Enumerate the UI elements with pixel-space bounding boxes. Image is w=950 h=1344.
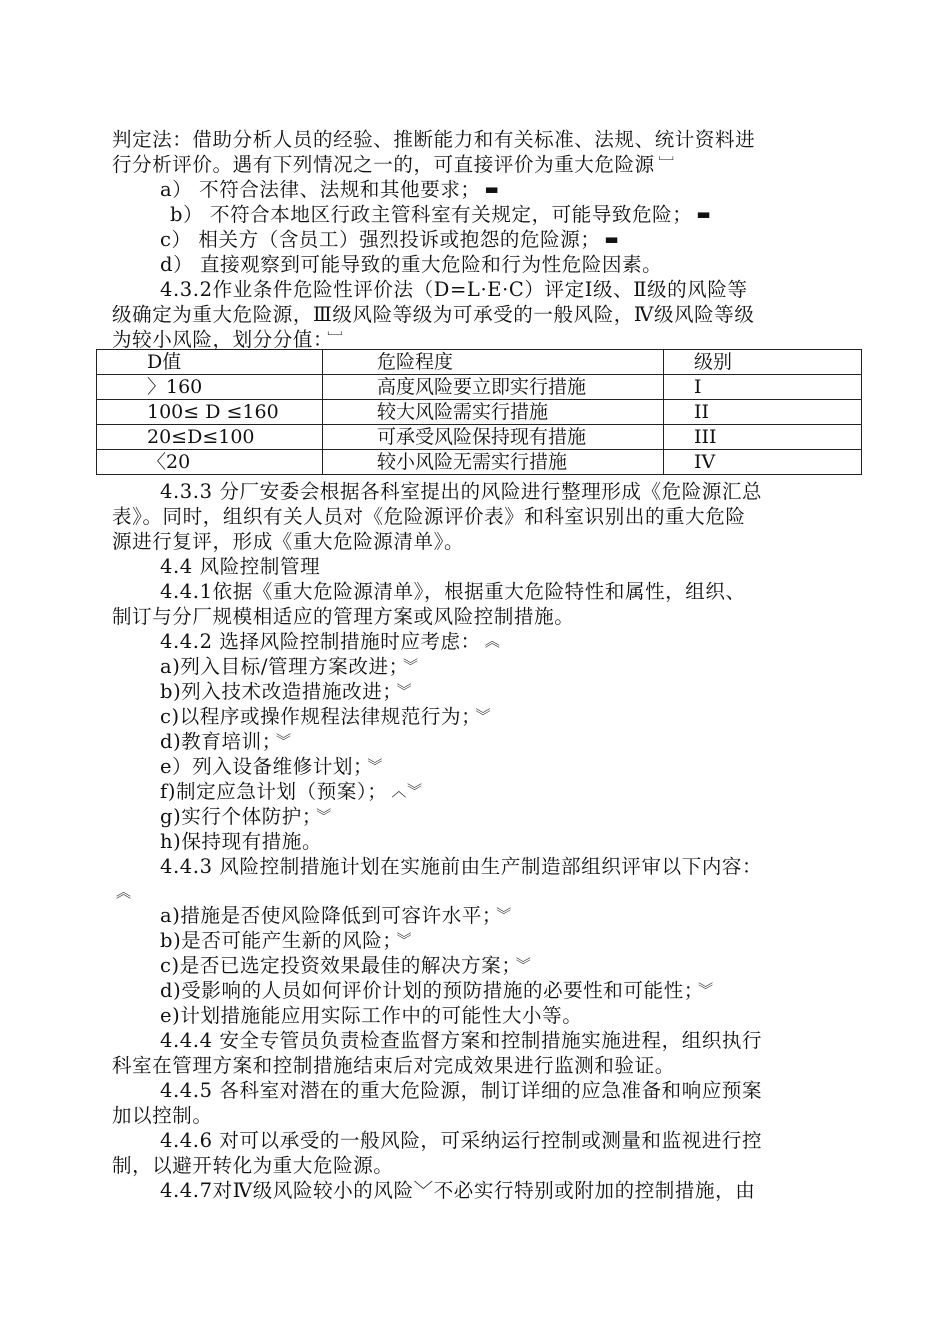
table-cell-d-value: 〈20	[97, 450, 323, 475]
text-line	[112, 1153, 832, 1178]
text-line-content: e)计划措施能应用实际工作中的可能性大小等。	[160, 1004, 583, 1027]
text-line-content: 4.4 风险控制管理	[160, 555, 321, 578]
text-line-content: c)是否已选定投资效果最佳的解决方案；	[160, 954, 512, 977]
text-line	[160, 754, 880, 779]
table-header-cell: 危险程度	[323, 350, 664, 375]
text-line-content: f)制定应急计划（预案）；	[160, 780, 388, 803]
margin-mark-icon: ︾	[515, 956, 532, 974]
text-line-content: 4.4.1依据《重大危险源清单》，根据重大危险特性和属性，组织、	[160, 580, 746, 603]
text-line-content: d） 直接观察到可能导致的重大危险和行为性危险因素。	[160, 253, 663, 276]
margin-mark-icon: ︾	[402, 657, 419, 675]
margin-mark-icon: ︾	[396, 931, 413, 949]
text-line	[160, 479, 880, 504]
table-header-cell: 级别	[664, 350, 862, 375]
text-line	[112, 302, 832, 327]
table-cell-level: I	[664, 375, 862, 400]
margin-mark-icon: ▬	[604, 230, 620, 248]
text-line-content: b） 不符合本地区行政主管科室有关规定，可能导致危险；	[170, 203, 693, 226]
text-line-content: b)是否可能产生新的风险；	[160, 929, 393, 952]
text-line	[160, 729, 880, 754]
text-line	[160, 928, 880, 953]
text-line	[160, 1003, 880, 1028]
margin-mark-icon: ︾	[276, 732, 292, 750]
text-line-content: 4.4.7对Ⅳ级风险较小的风险﹀不必实行特别或附加的控制措施，由	[160, 1179, 756, 1202]
text-line	[160, 554, 880, 579]
risk-level-table	[96, 349, 862, 475]
margin-mark-icon: ▬	[696, 205, 712, 223]
text-line	[160, 252, 880, 277]
text-line-content: 4.4.3 风险控制措施计划在实施前由生产制造部组织评审以下内容：	[160, 855, 763, 878]
margin-mark-icon: ﹈	[327, 330, 343, 348]
text-line	[160, 654, 880, 679]
table-cell-d-value: 20≤D≤100	[97, 425, 323, 450]
table-cell-risk-degree: 较大风险需实行措施	[323, 400, 664, 425]
margin-mark-icon: ︽	[484, 632, 501, 650]
text-line	[160, 629, 880, 654]
margin-mark-icon: ︿︾	[391, 782, 423, 800]
text-line	[112, 152, 832, 177]
table-header-row	[97, 350, 862, 375]
text-line-content: 制订与分厂规模相适应的管理方案或风险控制措施。	[112, 605, 575, 628]
text-line-content: 级确定为重大危险源，Ⅲ级风险等级为可承受的一般风险，Ⅳ级风险等级	[112, 303, 755, 326]
margin-mark-icon: ︾	[316, 807, 332, 825]
text-line-content: a)列入目标/管理方案改进；	[160, 655, 399, 678]
margin-mark-icon: ︾	[475, 707, 492, 725]
text-line	[160, 779, 880, 804]
text-line-content: 行分析评价。遇有下列情况之一的，可直接评价为重大危险源	[112, 153, 655, 176]
text-line-content: d)受影响的人员如何评价计划的预防措施的必要性和可能性；	[160, 979, 695, 1002]
table-cell-level: IV	[664, 450, 862, 475]
text-line-content: 4.4.2 选择风险控制措施时应考虑：	[160, 630, 481, 653]
text-line-content: 源进行复评，形成《重大危险源清单》。	[112, 530, 465, 553]
text-line-content: a） 不符合法律、法规和其他要求；	[160, 178, 481, 201]
table-cell-risk-degree: 高度风险要立即实行措施	[323, 375, 664, 400]
text-line-content: 4.4.4 安全专管员负责检查监督方案和控制措施实施进程，组织执行	[160, 1029, 763, 1052]
text-line-content: 制，以避开转化为重大危险源。	[112, 1154, 394, 1177]
text-line	[112, 504, 832, 529]
table-cell-level: III	[664, 425, 862, 450]
text-line-content: 4.4.5 各科室对潜在的重大危险源，制订详细的应急准备和响应预案	[160, 1079, 763, 1102]
table-row	[97, 400, 862, 425]
text-line	[170, 202, 890, 227]
text-line	[160, 177, 880, 202]
margin-mark-icon: ︾	[367, 757, 383, 775]
text-line-content: c)以程序或操作规程法律规范行为；	[160, 705, 472, 728]
text-line	[112, 127, 832, 152]
table-header-cell: D值	[97, 350, 323, 375]
text-line	[160, 953, 880, 978]
text-line	[160, 227, 880, 252]
text-line-content: a)措施是否使风险降低到可容许水平；	[160, 904, 493, 927]
text-line	[160, 903, 880, 928]
table-cell-level: II	[664, 400, 862, 425]
text-line	[160, 978, 880, 1003]
text-line	[160, 1078, 880, 1103]
margin-mark-icon: ﹈	[658, 155, 675, 173]
text-line	[160, 704, 880, 729]
margin-mark-icon: ︾	[496, 906, 512, 924]
text-line	[160, 1128, 880, 1153]
text-line	[160, 1028, 880, 1053]
table-row	[97, 425, 862, 450]
text-line-content: 4.3.2作业条件危险性评价法（D=L·E·C）评定Ⅰ级、Ⅱ级的风险等	[160, 278, 748, 301]
table-cell-d-value: 〉160	[97, 375, 323, 400]
text-line	[112, 880, 832, 905]
table-cell-risk-degree: 较小风险无需实行措施	[323, 450, 664, 475]
table-row	[97, 450, 862, 475]
margin-mark-icon: ︾	[698, 981, 714, 999]
margin-mark-icon: ▬	[484, 180, 500, 198]
text-line-content: 表》。同时，组织有关人员对《危险源评价表》和科室识别出的重大危险	[112, 505, 746, 528]
text-line-content: h)保持现有措施。	[160, 830, 323, 853]
text-line-content: g)实行个体防护；	[160, 805, 313, 828]
text-line	[160, 829, 880, 854]
text-line	[160, 579, 880, 604]
text-line	[112, 529, 832, 554]
text-line-content: 加以控制。	[112, 1104, 213, 1127]
text-line-content: 科室在管理方案和控制措施结束后对完成效果进行监测和验证。	[112, 1054, 675, 1077]
text-line-content: 为较小风险，划分分值：	[112, 328, 324, 351]
text-line	[160, 804, 880, 829]
text-line	[160, 679, 880, 704]
text-line	[160, 277, 880, 302]
table-cell-d-value: 100≤ D ≤160	[97, 400, 323, 425]
table-row	[97, 375, 862, 400]
text-line	[112, 1103, 832, 1128]
text-line	[160, 854, 880, 879]
text-line-content: c） 相关方（含员工）强烈投诉或抱怨的危险源；	[160, 228, 601, 251]
text-line-content: 判定法：借助分析人员的经验、推断能力和有关标准、法规、统计资料进	[112, 128, 756, 151]
text-line-content: e）列入设备维修计划；	[160, 755, 364, 778]
text-line	[112, 1053, 832, 1078]
text-line	[112, 604, 832, 629]
margin-mark-icon: ︾	[396, 682, 413, 700]
text-line-content: 4.4.6 对可以承受的一般风险，可采纳运行控制或测量和监视进行控	[160, 1129, 763, 1152]
text-line-content: 4.3.3 分厂安委会根据各科室提出的风险进行整理形成《危险源汇总	[160, 480, 763, 503]
table-cell-risk-degree: 可承受风险保持现有措施	[323, 425, 664, 450]
text-line	[160, 1178, 880, 1203]
text-line-content: d)教育培训；	[160, 730, 273, 753]
margin-mark-icon: ︽	[116, 883, 132, 901]
text-line-content: b)列入技术改造措施改进；	[160, 680, 393, 703]
